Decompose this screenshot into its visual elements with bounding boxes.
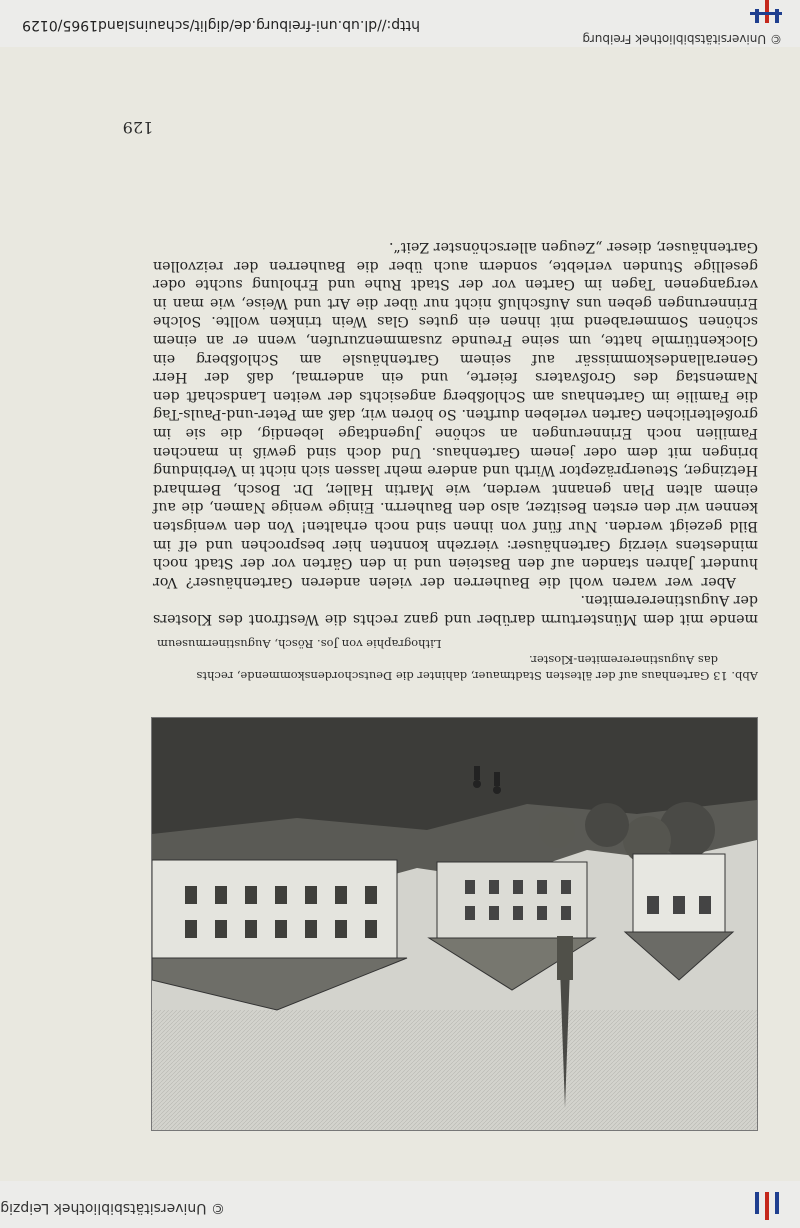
- paragraph-1: mende mit dem Münsterturm darüber und ganz rechts die Westfront des Klosters der Augustinereremiten.: [153, 592, 758, 627]
- copyright-credit: © Universitätsbibliothek Leipzig: [0, 1200, 225, 1216]
- document-url-link[interactable]: http://dl.ub.uni-freiburg.de/diglit/schauinsland1965/0129: [22, 17, 420, 33]
- library-logo-icon: [746, 0, 782, 23]
- library-logo-icon: [746, 1188, 782, 1220]
- top-viewer-bar: [0, 0, 800, 47]
- copyright-credit: © Universitätsbibliothek Freiburg: [582, 32, 782, 46]
- lithograph-image: [152, 718, 757, 1130]
- figure-caption: [153, 636, 758, 684]
- image-credit: Lithographie von Jos. Rösch, Augustinermuseum: [157, 637, 442, 651]
- paragraph-2: Aber wer waren wohl die Bauherren der vielen anderen Gartenhäuser? Vor hundert Jahren standen auf den Basteien und in den Gärten vor der Stadt noch mindestens vierzig Gartenhäuser: vierzehn konnten hier besprochen und elf im Bild gezeigt werden. Nur fünf von ihnen sind noch erhalten! Von den wenigsten kennen wir den ersten Besitzer, also den Bauherrn. Einige wenige Namen, die auf einem alten Plan genannt werden, wie Martin Haller, Dr. Bosch, Bernhard Hetzinger, Steuerpräzeptor Wirth und andere mehr lassen sich nicht in Verbindung bringen mit dem oder jenem Gartenhaus. Und doch sind gewiß in manchen Familien noch Erinnerungen an schöne Jugendtage lebendig, die sie im großelterlichen Garten verleben durften. So hören wir, daß am Peter-und-Pauls-Tag die Familie im Gartenhaus am Schloßberg angesichts der weiten Landschaft den Namenstag des Großvaters feierte, und ein andermal, daß der Herr Generallandeskommissär auf seinem Gartenhäusle am Schloßberg ein Glockentürmle hatte, um seine Freunde zusammenzurufen, wenn er an einem schönen Sommerabend mit ihnen ein gutes Glas Wein trinken wollte. Solche Erinnerungen geben uns Aufschluß nicht nur über die Art und Weise, wie man in vergangenen Tagen im Garten vor der Stadt Ruhe und Erholung suchte oder gesellige Stunden verlebte, sondern auch über die Bauherren der reizvollen Gartenhäuser, dieser „Zeugen allerschönster Zeit“.: [153, 239, 758, 590]
- page-number: 129: [122, 118, 154, 137]
- document-page: [0, 47, 800, 1181]
- lithograph-illustration: [151, 717, 758, 1131]
- caption-text-line-2: das Augustinereremiten-Kloster.: [529, 653, 718, 667]
- bottom-viewer-bar: [0, 1181, 800, 1228]
- body-text: [153, 238, 758, 628]
- caption-text-line-1: Abb. 13 Gartenhaus auf der ältesten Stadtmauer, dahinter die Deutschordenskommende, rechts: [196, 669, 758, 683]
